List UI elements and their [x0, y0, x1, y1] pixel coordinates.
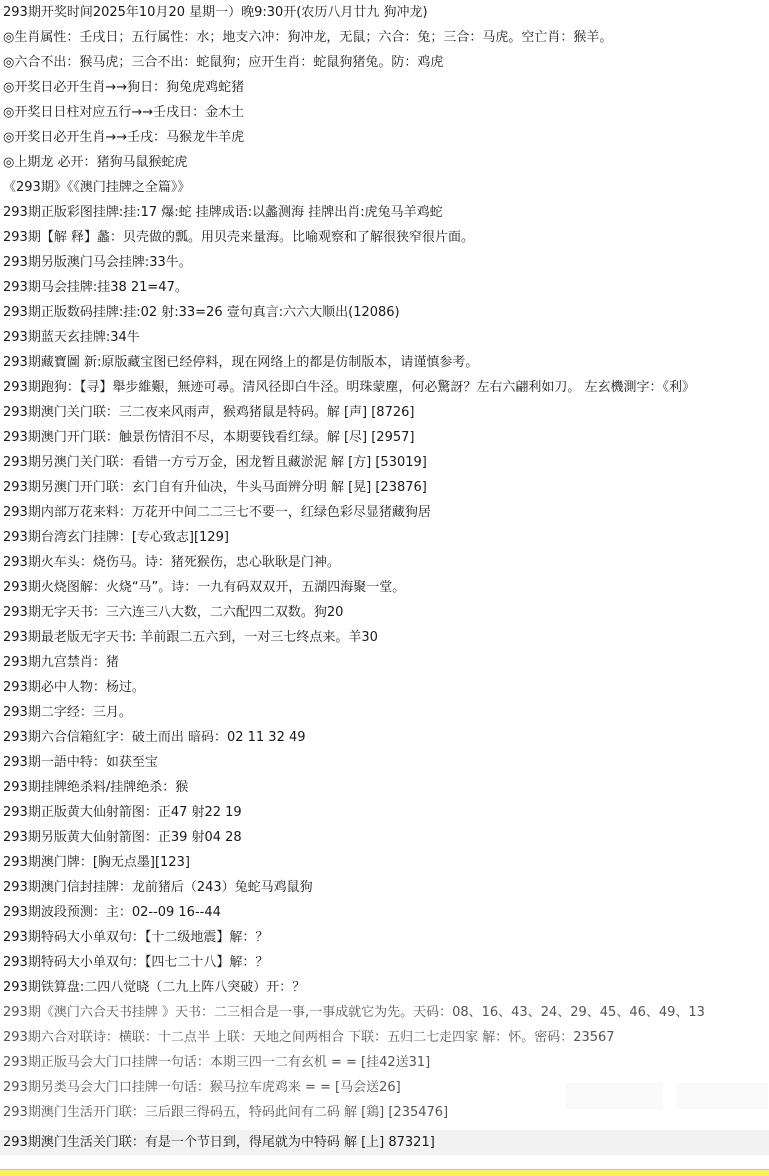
section-heading: 《293期》《《澳门挂牌之全篇》》 [3, 180, 191, 195]
character-line: 293期必中人物：杨过。 [3, 680, 145, 695]
bottom-yellow-bar [0, 1170, 769, 1176]
close-door-couplet-line: 293期澳门关门联：三二夜来风雨声，猴鸡猪鼠是特码。解 [声] [8726] [3, 405, 415, 420]
draw-time-line: 293期开奖时间2025年10月20 星期一）晚9:30开(农历八月廿九 狗冲龙) [3, 5, 428, 20]
blue-sky-plaque-line: 293期蓝天玄挂牌:34牛 [3, 330, 140, 345]
wordless-book-line: 293期无字天书：三六连三八大数，二六配四二双数。狗20 [3, 605, 344, 620]
size-parity-line-1: 293期特码大小单双句：【十二级地震】解：？ [3, 930, 269, 945]
one-phrase-line: 293期一語中特：如获至宝 [3, 755, 158, 770]
train-head-line: 293期火车头：烧伤马。诗：猪死猴伤，忠心耿耿是门神。 [3, 555, 340, 570]
two-word-classic-line: 293期二字经：三月。 [3, 705, 132, 720]
taiwan-plaque-line: 293期台湾玄门挂牌：[专心致志][129] [3, 530, 229, 545]
life-close-door-couplet-line: 293期澳门生活关门联：有是一个节日到，得尾就为中特码 解 [上] 87321] [0, 1130, 769, 1155]
explanation-line: 293期【解 释】蠡：贝壳做的瓢。用贝壳来量海。比喻观察和了解很狭窄很片面。 [3, 230, 474, 245]
liuhe-not-out-line: ◎六合不出：猴马虎；三合不出：蛇鼠狗；应开生肖：蛇鼠狗猪兔。防：鸡虎 [3, 55, 444, 70]
must-open-dog-day-line: ◎开奖日必开生肖→→狗日：狗兔虎鸡蛇猪 [3, 80, 245, 95]
archery-chart-line: 293期正版黄大仙射箭图：正47 射22 19 [3, 805, 242, 820]
running-dog-line: 293期跑狗：【寻】舉步維艱，無迹可尋。清风径即白牛泾。明珠蒙塵，何必驚訝？左右六翩利如刀。 左玄機測字：《利》 [3, 380, 695, 395]
open-door-couplet-line: 293期澳门开门联：触景伤情泪不尽，本期要钱看红绿。解 [尽] [2957] [3, 430, 415, 445]
nine-palace-line: 293期九宫禁肖：猪 [3, 655, 119, 670]
envelope-plaque-line: 293期澳门信封挂牌：龙前猪后（243）兔蛇马鸡鼠狗 [3, 880, 313, 895]
digital-plaque-line: 293期正版数码挂牌:挂:02 射:33=26 壹句真言:六六大顺出(12086) [3, 305, 400, 320]
day-pillar-wuxing-line: ◎开奖日日柱对应五行→→壬戌日：金木土 [3, 105, 245, 120]
abacus-line: 293期铁算盘:二四八觉晓（二九上阵八突破）开：？ [3, 980, 306, 995]
alt-open-door-couplet-line: 293期另澳门开门联：玄门自有升仙决，牛头马面辨分明 解 [晃] [23876] [3, 480, 427, 495]
wave-forecast-line: 293期波段预测：主：02--09 16--44 [3, 905, 221, 920]
alt-archery-chart-line: 293期另版黄大仙射箭图：正39 射04 28 [3, 830, 242, 845]
internal-flowers-line: 293期内部万花来料：万花开中间二二三七不要一，红绿色彩尽显猪藏狗居 [3, 505, 431, 520]
alt-macau-plaque-line: 293期另版澳门马会挂牌:33牛。 [3, 255, 192, 270]
heaven-book-line: 293期《澳门六合天书挂牌 》天书：二三相合是一事,一事成就它为先。天码：08、16、43、24、29、45、46、49、13 [3, 1005, 705, 1020]
alt-close-door-couplet-line: 293期另澳门关门联：看错一方亏万金，困龙暂且藏淤泥 解 [方] [53019] [3, 455, 427, 470]
couplet-poem-line: 293期六合对联诗：横联：十二点半 上联：天地之间两相合 下联：五归二七走四家 解：怀。密码：23567 [3, 1030, 615, 1045]
size-parity-line-2: 293期特码大小单双句：【四七二十八】解：？ [3, 955, 269, 970]
treasure-map-line: 293期藏寶圖 新:原版藏宝图已经停料，现在网络上的都是仿制版本，请谨慎参考。 [3, 355, 479, 370]
plaque-kill-line: 293期挂牌绝杀料/挂牌绝杀：猴 [3, 780, 189, 795]
macau-plaque-line: 293期澳门牌：[胸无点墨][123] [3, 855, 190, 870]
color-chart-plaque-line: 293期正版彩图挂牌:挂:17 爆:蛇 挂牌成语:以蠡测海 挂牌出肖:虎兔马羊鸡蛇 [3, 205, 443, 220]
mailbox-red-word-line: 293期六合信箱紅字：破土而出 暗码：02 11 32 49 [3, 730, 306, 745]
club-plaque-line: 293期马会挂牌:挂38 21=47。 [3, 280, 188, 295]
fire-chart-line: 293期火烧图解：火烧“马”。诗：一九有码双双开，五湖四海聚一堂。 [3, 580, 406, 595]
zodiac-attributes-line: ◎生肖属性：壬戌日；五行属性：水；地支六冲：狗冲龙，无鼠；六合：兔；三合：马虎。空亡肖：猴羊。 [3, 30, 613, 45]
oldest-wordless-book-line: 293期最老版无字天书: 羊前跟二五六到，一对三七终点来。羊30 [3, 630, 378, 645]
must-open-renxu-line: ◎开奖日必开生肖→→壬戌：马猴龙牛羊虎 [3, 130, 245, 145]
alt-gate-plaque-phrase-line: 293期另类马会大门口挂牌一句话：猴马拉车虎鸡来 = = [马会送26] [3, 1080, 401, 1095]
gate-plaque-phrase-line: 293期正版马会大门口挂牌一句话：本期三四一二有玄机 = = [挂42送31] [3, 1055, 431, 1070]
life-open-door-couplet-line: 293期澳门生活开门联：三后跟三得码五，特码此间有二码 解 [鶏] [235476] [3, 1105, 449, 1120]
last-period-line: ◎上期龙 必开：猪狗马鼠猴蛇虎 [3, 155, 188, 170]
